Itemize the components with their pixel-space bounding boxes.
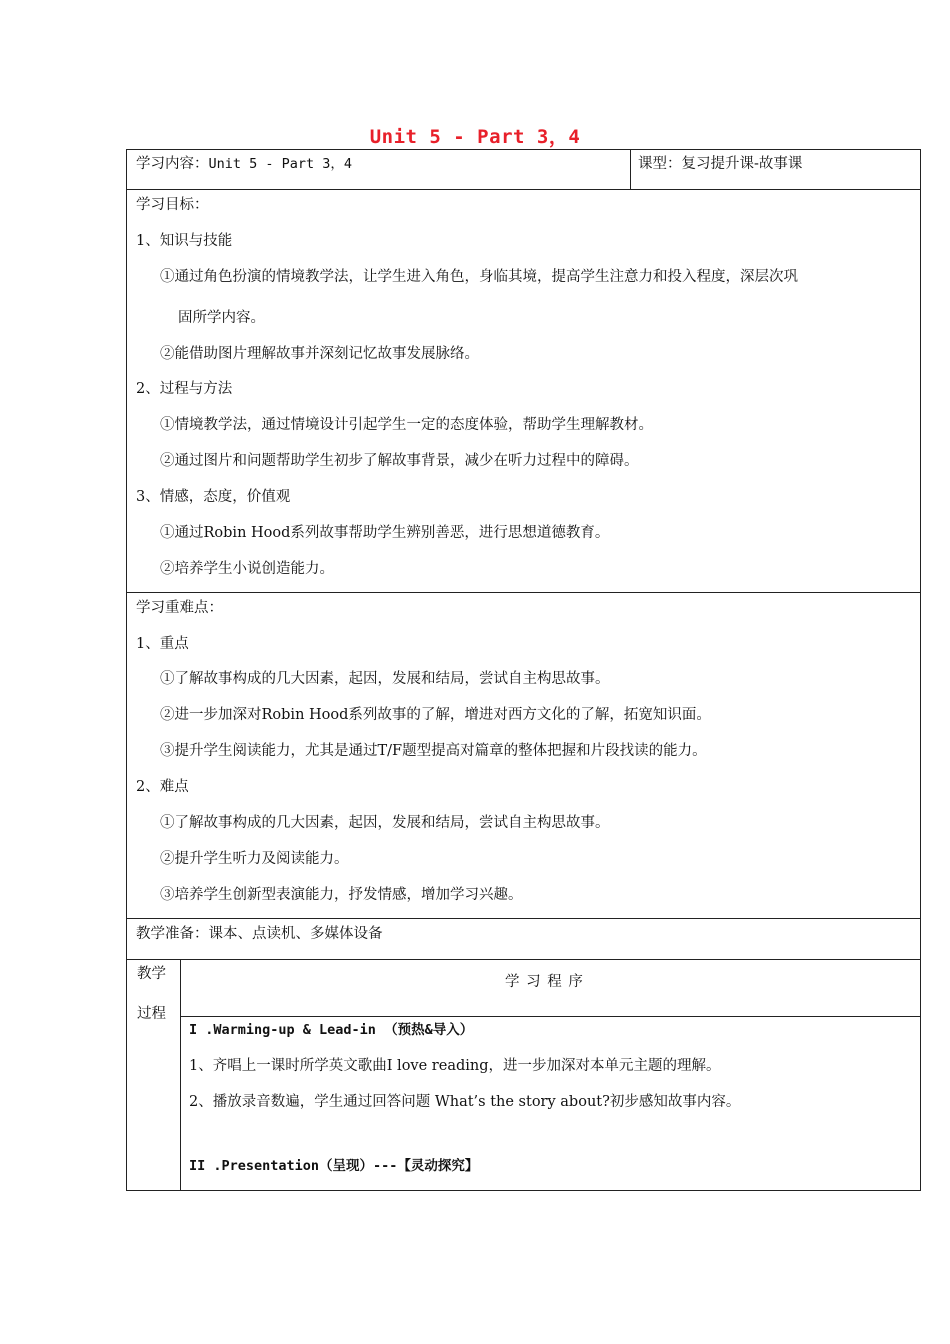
- keypoints-key-2: ②进一步加深对Robin Hood系列故事的了解，增进对西方文化的了解，拓宽知识面。: [160, 707, 711, 723]
- process-heading: 学 习 程 序: [505, 974, 584, 990]
- content-value: Unit 5 - Part 3，4: [208, 156, 353, 172]
- keypoints-heading: 学习重难点：: [136, 600, 223, 616]
- header-row: [127, 150, 920, 190]
- objectives-s3-item1: ①通过Robin Hood系列故事帮助学生辨别善恶，进行思想道德教育。: [160, 525, 610, 541]
- process-divider: [180, 960, 181, 1190]
- content-label: 学习内容：: [136, 156, 209, 172]
- objectives-s3-item2: ②培养学生小说创造能力。: [160, 561, 334, 577]
- keypoints-key-title: 1、重点: [136, 636, 189, 652]
- content-field: [136, 154, 352, 174]
- preparation-row: [127, 919, 920, 960]
- header-divider: [630, 150, 631, 189]
- keypoints-difficulty-2: ②提升学生听力及阅读能力。: [160, 851, 349, 867]
- preparation-text: 教学准备：课本、点读机、多媒体设备: [136, 926, 383, 942]
- warmup-item-1: 1、齐唱上一课时所学英文歌曲I love reading，进一步加深对本单元主题的理解。: [189, 1058, 721, 1074]
- keypoints-difficulty-title: 2、难点: [136, 779, 189, 795]
- keypoints-key-1: ①了解故事构成的几大因素，起因，发展和结局，尝试自主构思故事。: [160, 671, 610, 687]
- keypoints-key-3: ③提升学生阅读能力，尤其是通过T/F题型提高对篇章的整体把握和片段找读的能力。: [160, 743, 707, 759]
- keypoints-difficulty-1: ①了解故事构成的几大因素，起因，发展和结局，尝试自主构思故事。: [160, 815, 610, 831]
- objectives-heading: 学习目标：: [136, 197, 209, 213]
- document-title: Unit 5 - Part 3，4: [369, 126, 581, 148]
- lesson-plan-table: [126, 149, 921, 1191]
- process-heading-rule: [180, 1016, 920, 1017]
- objectives-s2-item1: ①情境教学法，通过情境设计引起学生一定的态度体验，帮助学生理解教材。: [160, 417, 653, 433]
- objectives-s1-title: 1、知识与技能: [136, 233, 233, 249]
- process-side-label-2: 过程: [137, 1006, 166, 1022]
- objectives-s1-item1a: ①通过角色扮演的情境教学法，让学生进入角色，身临其境，提高学生注意力和投入程度，深层次巩: [160, 269, 798, 285]
- section-warmup-title: I .Warming-up & Lead-in （预热&导入）: [189, 1022, 474, 1038]
- objectives-s2-item2: ②通过图片和问题帮助学生初步了解故事背景，减少在听力过程中的障碍。: [160, 453, 639, 469]
- process-section: [127, 960, 920, 1190]
- objectives-s3-title: 3、情感，态度，价值观: [136, 489, 291, 505]
- objectives-s1-item1b: 固所学内容。: [178, 310, 265, 326]
- objectives-s2-title: 2、过程与方法: [136, 381, 233, 397]
- keypoints-difficulty-3: ③培养学生创新型表演能力，抒发情感，增加学习兴趣。: [160, 887, 523, 903]
- objectives-s1-item2: ②能借助图片理解故事并深刻记忆故事发展脉络。: [160, 346, 479, 362]
- section-presentation-title: II .Presentation（呈现）---【灵动探究】: [189, 1158, 479, 1174]
- lesson-type: 课型：复习提升课-故事课: [638, 156, 803, 172]
- keypoints-section: [127, 593, 920, 919]
- objectives-section: [127, 190, 920, 593]
- warmup-item-2: 2、播放录音数遍，学生通过回答问题 What’s the story about?初步感知故事内容。: [189, 1094, 741, 1110]
- process-side-label-1: 教学: [137, 966, 166, 982]
